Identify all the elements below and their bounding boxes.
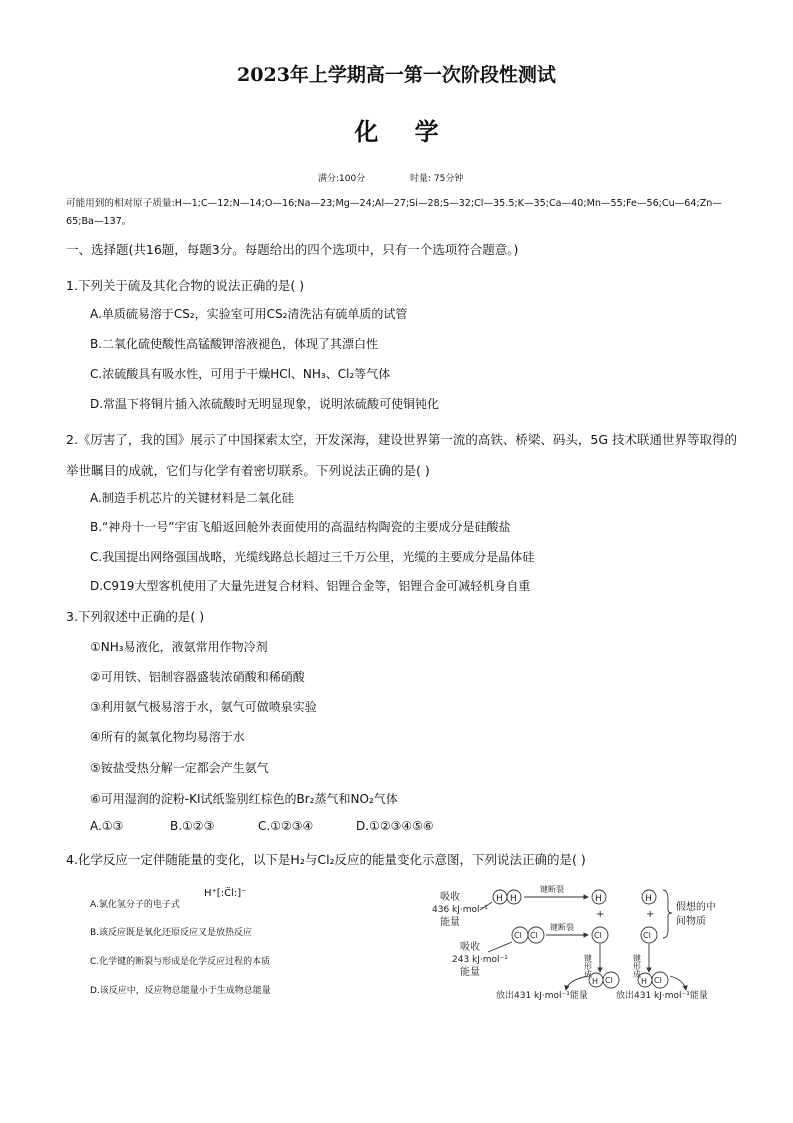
q1-stem: 1.下列关于硫及其化合物的说法正确的是( )	[66, 278, 305, 293]
q2-stem: 2.《厉害了，我的国》展示了中国探索太空，开发深海，建设世界第一流的高铁、桥梁、码头，5G 技术联通世界等取得的举世瞩目的成就，它们与化学有着密切联系。下列说法正确的是( )	[66, 432, 738, 478]
q1-option-d: D.常温下将铜片插入浓硫酸时无明显现象，说明浓硫酸可使铜钝化	[90, 397, 440, 411]
cl-atom-label: Cl	[654, 976, 662, 985]
cl-atom-label: Cl	[594, 931, 602, 940]
q3-stem: 3.下列叙述中正确的是( )	[66, 609, 205, 624]
q4-option-d: D.该反应中，反应物总能量小于生成物总能量	[90, 986, 271, 996]
h-atom-label: H	[645, 894, 652, 904]
q2-option-d: D.C919大型客机使用了大量先进复合材料、铝锂合金等，铝锂合金可减轻机身自重	[90, 579, 531, 593]
cl-atom-label: Cl	[514, 931, 522, 940]
q3-item-4: ④所有的氮氧化物均易溶于水	[90, 730, 245, 744]
q2-option-a: A.制造手机芯片的关键材料是二氧化硅	[90, 491, 294, 505]
brace-shape	[663, 890, 672, 938]
release-label-1: 放出431 kJ·mol⁻¹能量	[496, 991, 588, 1001]
assumed-label-2: 间物质	[676, 916, 706, 927]
absorb-label-2: 吸收	[460, 942, 480, 953]
energy-diagram	[428, 880, 748, 1010]
q1-option-b: B.二氧化硫使酸性高锰酸钾溶液褪色，体现了其漂白性	[90, 337, 379, 351]
h-atom-label: H	[595, 894, 602, 904]
q1-option-a: A.单质硫易溶于CS₂，实验室可用CS₂清洗沾有硫单质的试管	[90, 307, 408, 321]
absorb-label-1: 吸收	[440, 892, 460, 903]
energy-label-1: 能量	[440, 917, 460, 928]
q4-option-a: A.氯化氢分子的电子式	[90, 900, 180, 910]
q2-option-b: B.“神舟十一号”宇宙飞船返回舱外表面使用的高温结构陶瓷的主要成分是硅酸盐	[90, 520, 511, 534]
subject-title: 化 学	[354, 117, 453, 146]
release-arrow	[670, 976, 686, 990]
q3-option-a: A.①③	[90, 819, 124, 833]
q1-option-c: C.浓硫酸具有吸水性，可用于干燥HCl、NH₃、Cl₂等气体	[90, 367, 391, 381]
plus-sign: +	[646, 909, 655, 920]
assumed-label: 假想的中	[676, 902, 716, 913]
q3-item-6: ⑥可用湿润的淀粉-KI试纸鉴别红棕色的Br₂蒸气和NO₂气体	[90, 792, 398, 806]
q3-item-1: ①NH₃易液化，液氨常用作物冷剂	[90, 640, 268, 654]
exam-title: 2023年上学期高一第一次阶段性测试	[237, 64, 556, 86]
q4-option-b: B.该反应既是氧化还原反应又是放热反应	[90, 928, 253, 938]
full-score: 满分:100分	[318, 174, 366, 184]
bond-break-label-1: 键断裂	[540, 885, 564, 894]
q3-option-b: B.①②③	[170, 819, 215, 833]
q2-option-c: C.我国提出网络强国战略，光缆线路总长超过三千万公里，光缆的主要成分是晶体硅	[90, 550, 535, 564]
q3-item-3: ③利用氨气极易溶于水，氨气可做喷泉实验	[90, 700, 317, 714]
h-atom-label: H	[496, 894, 503, 904]
release-arrow	[566, 976, 588, 990]
plus-sign: +	[596, 909, 605, 920]
q3-option-d: D.①②③④⑤⑥	[356, 819, 434, 833]
cl-atom-label: Cl	[605, 976, 613, 985]
q3-item-5: ⑤铵盐受热分解一定都会产生氨气	[90, 761, 269, 775]
q4-option-c: C.化学键的断裂与形成是化学反应过程的本质	[90, 957, 271, 967]
bond-form-label-2: 键形成	[632, 954, 642, 978]
h-atom-label: H	[592, 977, 599, 986]
q4-stem: 4.化学反应一定伴随能量的变化，以下是H₂与Cl₂反应的能量变化示意图，下列说法正确的是( )	[66, 852, 586, 867]
cl-atom-label: Cl	[530, 931, 538, 940]
h-atom-label: H	[641, 977, 648, 986]
atomic-masses: 可能用到的相对原子质量:H—1;C—12;N—14;O—16;Na—23;Mg—24;Al—27;Si—28;S—32;Cl—35.5;K—35;Ca—40;Mn—55;Fe—56;Cu—64;Zn—65;Ba—137。	[66, 198, 722, 227]
q3-option-c: C.①②③④	[258, 819, 314, 833]
bond-break-label-2: 键断裂	[550, 923, 574, 932]
energy-label-2: 能量	[460, 967, 480, 978]
time-limit: 时量: 75分钟	[410, 174, 464, 184]
h-atom-label: H	[510, 894, 517, 904]
absorb-value-1: 436 kJ·mol⁻¹	[432, 905, 488, 915]
q3-item-2: ②可用铁、铝制容器盛装浓硝酸和稀硝酸	[90, 670, 305, 684]
hcl-electron-formula: H⁺[:C̈l:]⁻	[204, 888, 247, 899]
absorb-value-2: 243 kJ·mol⁻¹	[452, 955, 508, 965]
pointer-line	[488, 942, 512, 952]
section-heading: 一、选择题(共16题，每题3分。每题给出的四个选项中，只有一个选项符合题意。)	[66, 242, 519, 257]
release-label-2: 放出431 kJ·mol⁻¹能量	[616, 991, 708, 1001]
bond-form-label-1: 键形成	[583, 954, 593, 978]
cl-atom-label: Cl	[643, 931, 651, 940]
